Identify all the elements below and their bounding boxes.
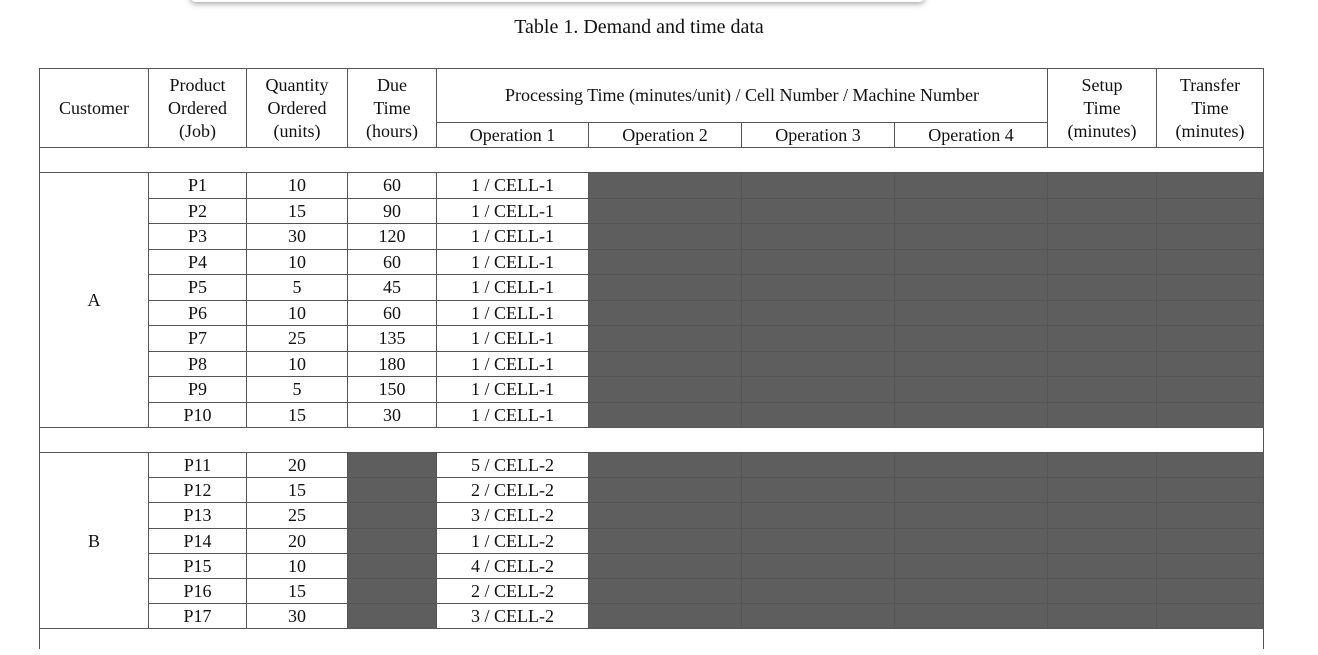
redacted-cell	[348, 604, 437, 629]
setup-time-redacted-cell	[1048, 300, 1157, 326]
quantity-cell: 20	[247, 453, 348, 478]
transfer-time-redacted-cell	[1157, 478, 1264, 503]
job-cell: P7	[149, 326, 247, 352]
operation-2-redacted-cell	[589, 402, 742, 428]
transfer-time-redacted-cell	[1157, 402, 1264, 428]
due-time-cell: 30	[348, 402, 437, 428]
header-operation-2: Operation 2	[589, 123, 742, 148]
operation-3-redacted-cell	[742, 528, 895, 553]
job-cell: P14	[149, 528, 247, 553]
header-operation-1: Operation 1	[437, 123, 589, 148]
header-quantity: Quantity Ordered (units)	[247, 69, 348, 148]
table-row	[40, 528, 1264, 553]
due-time-cell: 180	[348, 351, 437, 377]
setup-time-redacted-cell	[1048, 478, 1157, 503]
setup-time-redacted-cell	[1048, 249, 1157, 275]
operation-4-redacted-cell	[895, 173, 1048, 199]
table-row	[40, 377, 1264, 403]
operation-2-redacted-cell	[589, 198, 742, 224]
operation-2-redacted-cell	[589, 326, 742, 352]
setup-time-redacted-cell	[1048, 275, 1157, 301]
setup-time-redacted-cell	[1048, 402, 1157, 428]
job-cell: P11	[149, 453, 247, 478]
header-operation-3: Operation 3	[742, 123, 895, 148]
due-time-cell: 60	[348, 249, 437, 275]
operation-2-redacted-cell	[589, 503, 742, 528]
transfer-time-redacted-cell	[1157, 326, 1264, 352]
setup-time-redacted-cell	[1048, 351, 1157, 377]
quantity-cell: 25	[247, 326, 348, 352]
operation-1-cell: 1 / CELL-1	[437, 173, 589, 199]
operation-1-cell: 1 / CELL-1	[437, 300, 589, 326]
operation-2-redacted-cell	[589, 553, 742, 578]
table-caption: Table 1. Demand and time data	[514, 16, 764, 38]
operation-2-redacted-cell	[589, 377, 742, 403]
operation-4-redacted-cell	[895, 377, 1048, 403]
transfer-time-redacted-cell	[1157, 578, 1264, 603]
operation-2-redacted-cell	[589, 224, 742, 250]
transfer-time-redacted-cell	[1157, 604, 1264, 629]
operation-3-redacted-cell	[742, 300, 895, 326]
operation-2-redacted-cell	[589, 453, 742, 478]
header-customer: Customer	[40, 69, 149, 148]
operation-3-redacted-cell	[742, 402, 895, 428]
quantity-cell: 5	[247, 275, 348, 301]
due-time-cell: 60	[348, 300, 437, 326]
due-time-cell: 45	[348, 275, 437, 301]
operation-1-cell: 1 / CELL-2	[437, 528, 589, 553]
operation-3-redacted-cell	[742, 173, 895, 199]
due-time-cell: 150	[348, 377, 437, 403]
due-time-cell: 120	[348, 224, 437, 250]
operation-2-redacted-cell	[589, 275, 742, 301]
operation-1-cell: 3 / CELL-2	[437, 503, 589, 528]
quantity-cell: 30	[247, 224, 348, 250]
customer-cell: A	[40, 173, 149, 428]
operation-3-redacted-cell	[742, 198, 895, 224]
job-cell: P5	[149, 275, 247, 301]
separator-cell	[40, 428, 1264, 453]
setup-time-redacted-cell	[1048, 528, 1157, 553]
operation-1-cell: 1 / CELL-1	[437, 198, 589, 224]
operation-3-redacted-cell	[742, 453, 895, 478]
table-row	[40, 478, 1264, 503]
header-operation-4: Operation 4	[895, 123, 1048, 148]
transfer-time-redacted-cell	[1157, 453, 1264, 478]
operation-1-cell: 1 / CELL-1	[437, 249, 589, 275]
table-row	[40, 453, 1264, 478]
redacted-cell	[348, 478, 437, 503]
operation-3-redacted-cell	[742, 326, 895, 352]
operation-4-redacted-cell	[895, 326, 1048, 352]
table-row	[40, 224, 1264, 250]
header-processing-time: Processing Time (minutes/unit) / Cell Number / Machine Number	[437, 69, 1048, 123]
operation-3-redacted-cell	[742, 224, 895, 250]
table-row	[40, 173, 1264, 199]
job-cell: P17	[149, 604, 247, 629]
operation-3-redacted-cell	[742, 275, 895, 301]
continuation-cell	[40, 629, 1264, 650]
group-separator-row	[40, 148, 1264, 173]
operation-1-cell: 1 / CELL-1	[437, 402, 589, 428]
job-cell: P8	[149, 351, 247, 377]
setup-time-redacted-cell	[1048, 326, 1157, 352]
operation-3-redacted-cell	[742, 553, 895, 578]
header-transfer-time: Transfer Time (minutes)	[1157, 69, 1264, 148]
due-time-cell: 135	[348, 326, 437, 352]
quantity-cell: 15	[247, 478, 348, 503]
due-time-cell: 60	[348, 173, 437, 199]
table-row	[40, 503, 1264, 528]
header-setup-time: Setup Time (minutes)	[1048, 69, 1157, 148]
operation-4-redacted-cell	[895, 578, 1048, 603]
operation-4-redacted-cell	[895, 198, 1048, 224]
quantity-cell: 15	[247, 402, 348, 428]
operation-1-cell: 1 / CELL-1	[437, 377, 589, 403]
operation-4-redacted-cell	[895, 275, 1048, 301]
transfer-time-redacted-cell	[1157, 528, 1264, 553]
job-cell: P4	[149, 249, 247, 275]
transfer-time-redacted-cell	[1157, 275, 1264, 301]
table-row	[40, 604, 1264, 629]
redacted-cell	[348, 528, 437, 553]
operation-1-cell: 1 / CELL-1	[437, 224, 589, 250]
operation-4-redacted-cell	[895, 528, 1048, 553]
demand-time-table	[39, 68, 1264, 649]
operation-2-redacted-cell	[589, 351, 742, 377]
operation-1-cell: 4 / CELL-2	[437, 553, 589, 578]
job-cell: P13	[149, 503, 247, 528]
quantity-cell: 25	[247, 503, 348, 528]
operation-1-cell: 2 / CELL-2	[437, 578, 589, 603]
operation-4-redacted-cell	[895, 224, 1048, 250]
quantity-cell: 10	[247, 249, 348, 275]
operation-4-redacted-cell	[895, 453, 1048, 478]
transfer-time-redacted-cell	[1157, 503, 1264, 528]
setup-time-redacted-cell	[1048, 377, 1157, 403]
quantity-cell: 20	[247, 528, 348, 553]
setup-time-redacted-cell	[1048, 224, 1157, 250]
transfer-time-redacted-cell	[1157, 173, 1264, 199]
job-cell: P6	[149, 300, 247, 326]
setup-time-redacted-cell	[1048, 453, 1157, 478]
operation-3-redacted-cell	[742, 249, 895, 275]
operation-4-redacted-cell	[895, 351, 1048, 377]
continuation-row	[40, 629, 1264, 650]
job-cell: P1	[149, 173, 247, 199]
redacted-cell	[348, 453, 437, 478]
table-row	[40, 249, 1264, 275]
quantity-cell: 30	[247, 604, 348, 629]
job-cell: P2	[149, 198, 247, 224]
operation-1-cell: 2 / CELL-2	[437, 478, 589, 503]
due-time-cell: 90	[348, 198, 437, 224]
setup-time-redacted-cell	[1048, 198, 1157, 224]
job-cell: P10	[149, 402, 247, 428]
quantity-cell: 5	[247, 377, 348, 403]
table-row	[40, 198, 1264, 224]
setup-time-redacted-cell	[1048, 553, 1157, 578]
quantity-cell: 10	[247, 351, 348, 377]
transfer-time-redacted-cell	[1157, 249, 1264, 275]
transfer-time-redacted-cell	[1157, 198, 1264, 224]
redacted-cell	[348, 503, 437, 528]
operation-4-redacted-cell	[895, 249, 1048, 275]
window-shadow	[190, 0, 925, 2]
operation-3-redacted-cell	[742, 377, 895, 403]
operation-2-redacted-cell	[589, 528, 742, 553]
job-cell: P12	[149, 478, 247, 503]
group-separator-row	[40, 428, 1264, 453]
table-row	[40, 578, 1264, 603]
setup-time-redacted-cell	[1048, 604, 1157, 629]
job-cell: P3	[149, 224, 247, 250]
operation-2-redacted-cell	[589, 173, 742, 199]
operation-3-redacted-cell	[742, 578, 895, 603]
table-row	[40, 402, 1264, 428]
header-due-time: Due Time (hours)	[348, 69, 437, 148]
job-cell: P9	[149, 377, 247, 403]
operation-3-redacted-cell	[742, 604, 895, 629]
table-row	[40, 326, 1264, 352]
quantity-cell: 10	[247, 553, 348, 578]
operation-2-redacted-cell	[589, 249, 742, 275]
customer-cell: B	[40, 453, 149, 629]
setup-time-redacted-cell	[1048, 173, 1157, 199]
table-row	[40, 275, 1264, 301]
operation-4-redacted-cell	[895, 478, 1048, 503]
job-cell: P15	[149, 553, 247, 578]
quantity-cell: 15	[247, 578, 348, 603]
quantity-cell: 15	[247, 198, 348, 224]
table-row	[40, 553, 1264, 578]
separator-cell	[40, 148, 1264, 173]
setup-time-redacted-cell	[1048, 578, 1157, 603]
operation-2-redacted-cell	[589, 578, 742, 603]
redacted-cell	[348, 578, 437, 603]
operation-1-cell: 3 / CELL-2	[437, 604, 589, 629]
transfer-time-redacted-cell	[1157, 300, 1264, 326]
table-row	[40, 300, 1264, 326]
operation-4-redacted-cell	[895, 503, 1048, 528]
operation-4-redacted-cell	[895, 553, 1048, 578]
operation-1-cell: 1 / CELL-1	[437, 326, 589, 352]
setup-time-redacted-cell	[1048, 503, 1157, 528]
operation-2-redacted-cell	[589, 300, 742, 326]
header-product: Product Ordered (Job)	[149, 69, 247, 148]
transfer-time-redacted-cell	[1157, 553, 1264, 578]
operation-1-cell: 1 / CELL-1	[437, 351, 589, 377]
transfer-time-redacted-cell	[1157, 351, 1264, 377]
quantity-cell: 10	[247, 300, 348, 326]
transfer-time-redacted-cell	[1157, 224, 1264, 250]
transfer-time-redacted-cell	[1157, 377, 1264, 403]
table-row	[40, 351, 1264, 377]
quantity-cell: 10	[247, 173, 348, 199]
operation-4-redacted-cell	[895, 300, 1048, 326]
job-cell: P16	[149, 578, 247, 603]
operation-4-redacted-cell	[895, 402, 1048, 428]
operation-3-redacted-cell	[742, 503, 895, 528]
redacted-cell	[348, 553, 437, 578]
operation-3-redacted-cell	[742, 351, 895, 377]
operation-1-cell: 1 / CELL-1	[437, 275, 589, 301]
operation-2-redacted-cell	[589, 604, 742, 629]
operation-4-redacted-cell	[895, 604, 1048, 629]
operation-2-redacted-cell	[589, 478, 742, 503]
operation-3-redacted-cell	[742, 478, 895, 503]
operation-1-cell: 5 / CELL-2	[437, 453, 589, 478]
